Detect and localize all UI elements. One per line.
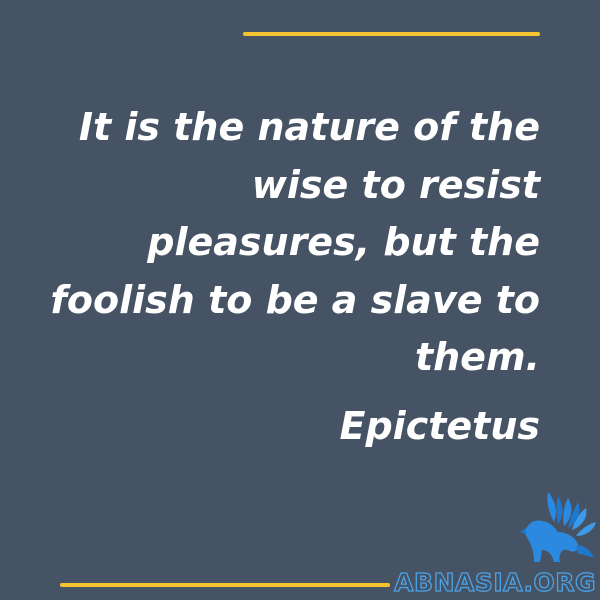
site-watermark: ABNASIA.ORG — [394, 568, 596, 597]
top-accent-rule — [243, 32, 540, 36]
quote-line: them. — [414, 335, 540, 379]
quote-line: pleasures, but the — [147, 220, 540, 264]
winged-griffin-icon — [518, 488, 600, 572]
quote-text — [40, 99, 540, 387]
bottom-accent-rule — [60, 583, 390, 587]
quote-line: foolish to be a slave to — [50, 277, 540, 322]
quote-line: It is the nature of the — [78, 105, 540, 149]
quote-line: wise to resist — [251, 162, 540, 207]
quote-author: Epictetus — [339, 404, 540, 448]
